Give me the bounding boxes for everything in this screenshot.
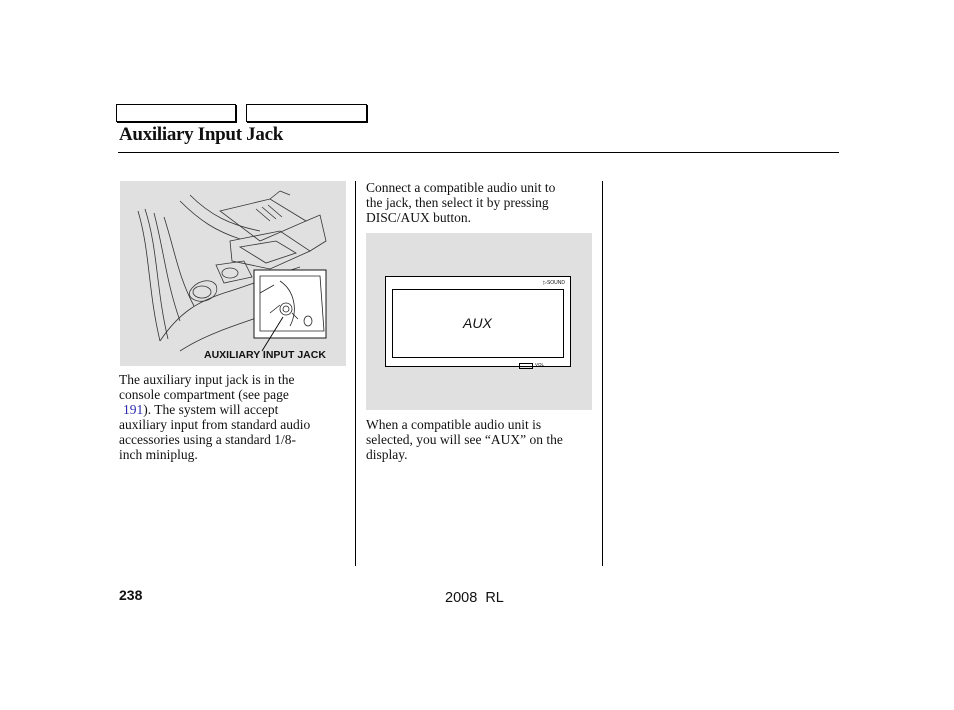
title-divider — [118, 152, 839, 153]
body-text-left-part1: The auxiliary input jack is in the console compartment (see page — [119, 372, 295, 402]
page-title: Auxiliary Input Jack — [119, 124, 283, 145]
sound-label: SOUND — [546, 280, 565, 286]
display-illustration — [366, 233, 592, 410]
console-illustration — [120, 181, 346, 366]
volume-label: VOL — [535, 362, 545, 367]
page-number: 238 — [119, 587, 143, 603]
column-divider-left — [355, 181, 356, 566]
page-reference-link[interactable]: 191 — [123, 402, 144, 417]
body-text-left — [119, 372, 349, 462]
display-screen — [392, 289, 564, 367]
display-mode-text: AUX — [463, 315, 492, 331]
body-text-right-top: Connect a compatible audio unit to the jack, then select it by pressing DISC/AUX button. — [366, 180, 556, 225]
footer-model: 2008 RL — [445, 590, 504, 606]
body-text-left-part2: ). The system will accept auxiliary input from standard audio accessories using a standard 1/8- inch miniplug. — [119, 402, 311, 462]
section-tab-2[interactable] — [246, 104, 367, 122]
body-text-right-bottom: When a compatible audio unit is selected, you will see “AUX” on the display. — [366, 417, 563, 462]
console-drawing — [120, 181, 346, 366]
section-tab-1[interactable] — [116, 104, 236, 122]
sound-indicator: ▷SOUND — [543, 280, 565, 286]
volume-bar — [519, 363, 533, 369]
column-divider-right — [602, 181, 603, 566]
figure-caption: AUXILIARY INPUT JACK — [204, 349, 326, 361]
audio-display — [385, 276, 571, 367]
